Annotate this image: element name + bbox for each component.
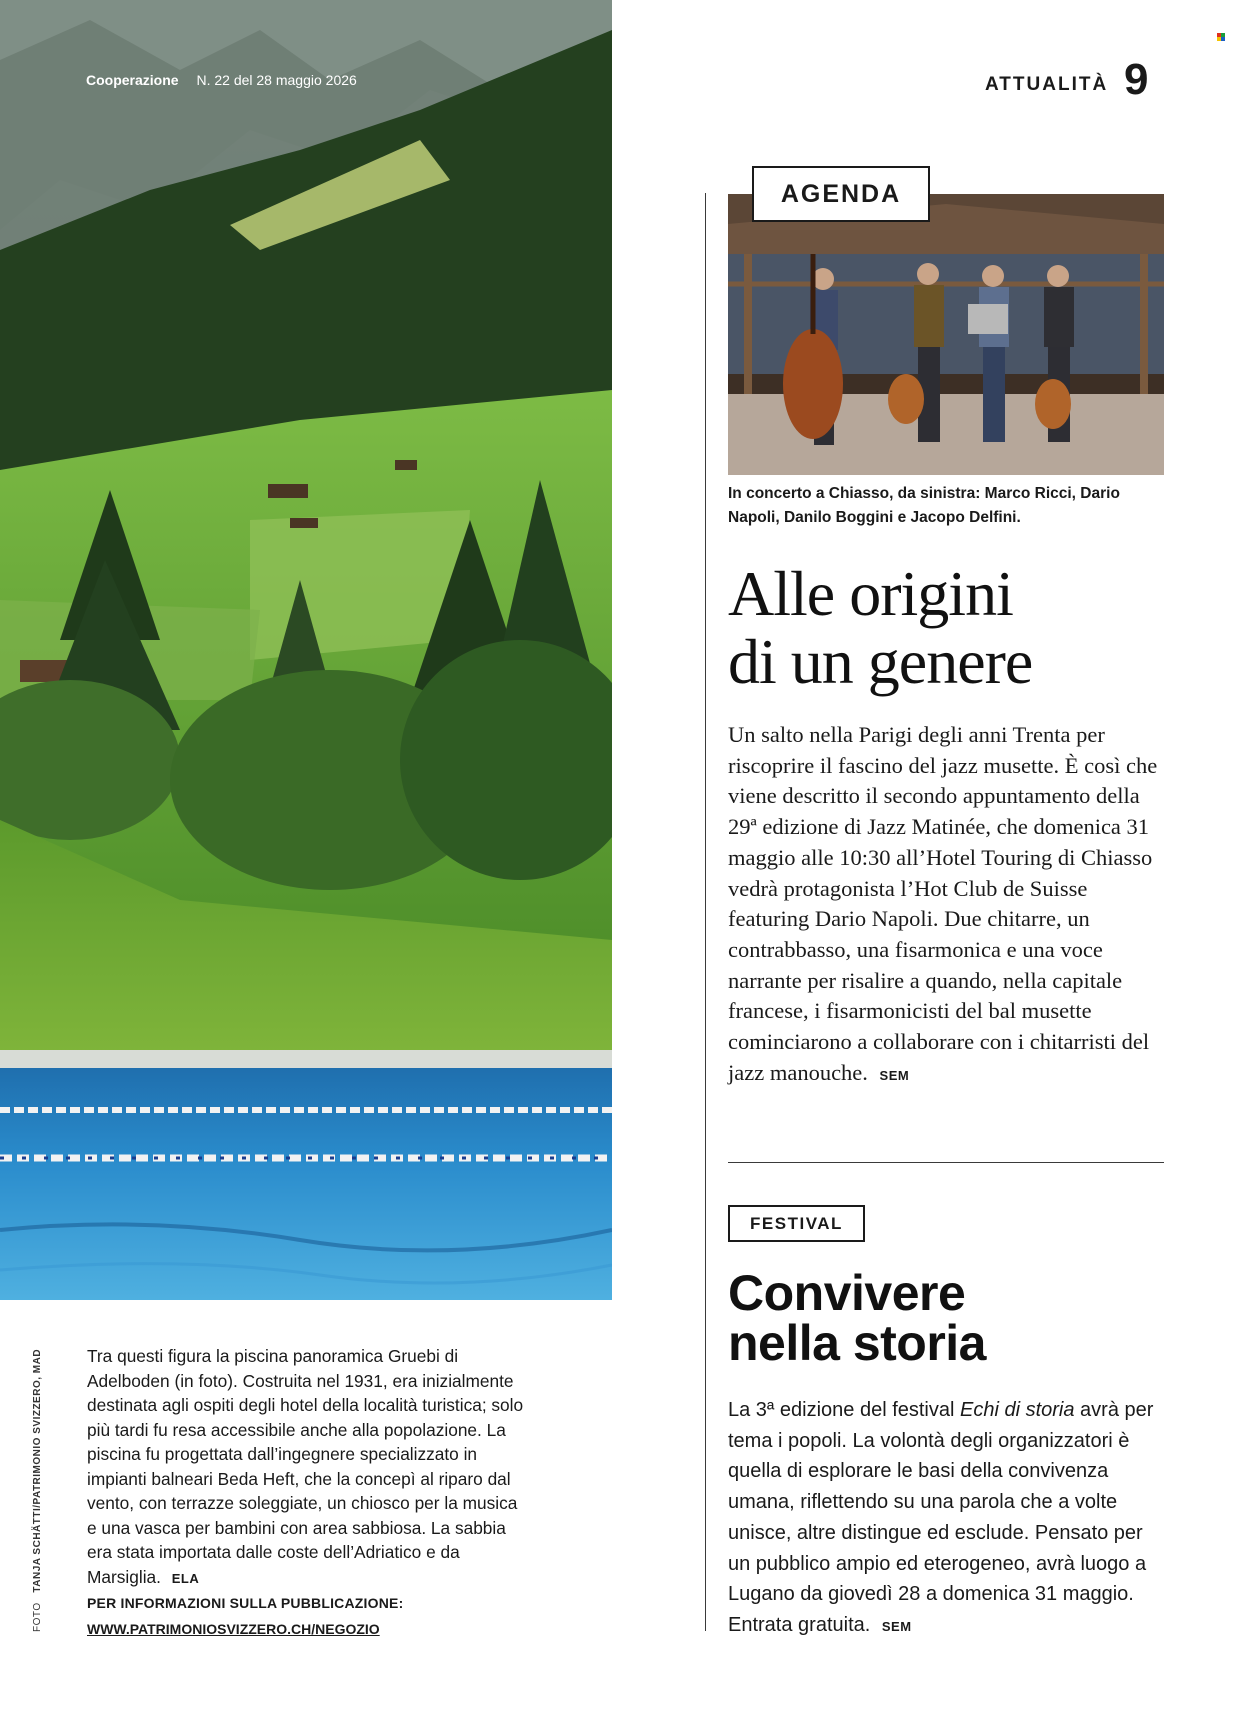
festival-tag: FESTIVAL bbox=[728, 1205, 865, 1242]
column-divider bbox=[705, 193, 706, 1631]
festival-title-line1: Convivere bbox=[728, 1265, 966, 1321]
agenda-title bbox=[728, 560, 1168, 696]
festival-body bbox=[728, 1395, 1168, 1643]
info-link[interactable]: WWW.PATRIMONIOSVIZZERO.CH/NEGOZIO bbox=[87, 1620, 380, 1637]
agenda-body bbox=[728, 720, 1168, 1091]
festival-body-before: La 3ª edizione del festival bbox=[728, 1399, 960, 1421]
info-label: PER INFORMAZIONI SULLA PUBBLICAZIONE: bbox=[87, 1595, 404, 1611]
pool-caption bbox=[87, 1344, 527, 1641]
pool-landscape-photo bbox=[0, 0, 612, 1300]
agenda-signature: SEM bbox=[879, 1067, 910, 1083]
concert-illustration bbox=[728, 194, 1164, 475]
agenda-tag: AGENDA bbox=[752, 166, 930, 222]
festival-title bbox=[728, 1265, 1168, 1371]
color-register-icon bbox=[1217, 33, 1225, 41]
agenda-title-line2: di un genere bbox=[728, 626, 1033, 697]
pool-caption-text: Tra questi figura la piscina panoramica Gruebi di Adelboden (in foto). Costruita nel 1931, era inizialmente destinata agli ospiti degli hotel della località turistica; solo più tardi fu resa accessibile anche alla popolazione. La piscina fu progettata dall’ingegnere specializzato in impianti balneari Beda Heft, che la concepì al riparo dal vento, con terrazze soleggiate, un chiosco per la musica e una vasca per bambini con area sabbiosa. La sabbia era stata importata dalle coste dell’Adriatico e da Marsiglia. bbox=[87, 1346, 524, 1587]
masthead-issue: N. 22 del 28 maggio 2026 bbox=[196, 72, 357, 88]
concert-photo-caption: In concerto a Chiasso, da sinistra: Marco Ricci, Dario Napoli, Danilo Boggini e Jacopo Delfini. bbox=[728, 485, 1120, 526]
section-label: ATTUALITÀ bbox=[985, 74, 1109, 95]
agenda-body-text: Un salto nella Parigi degli anni Trenta per riscoprire il fascino del jazz musette. È così che viene descritto il secondo appuntamento della 29ª edizione di Jazz Matinée, che domenica 31 maggio alle 10:30 all’Hotel Touring di Chiasso vedrà protagonista l’Hot Club de Suisse featuring Dario Napoli. Due chitarre, un contrabbasso, una fisarmonica e una voce narrante per risalire a quando, nella capitale francese, i fisarmonicisti del bal musette cominciarono a collaborare con i chitarristi del jazz manouche. bbox=[728, 722, 1158, 1085]
pool-caption-signature: ELA bbox=[171, 1570, 200, 1586]
festival-title-line2: nella storia bbox=[728, 1315, 986, 1371]
section-divider bbox=[728, 1162, 1164, 1163]
agenda-title-line1: Alle origini bbox=[728, 558, 1013, 629]
photo-credit bbox=[32, 1349, 43, 1632]
photo-credit-text: TANJA SCHÄTTI/PATRIMONIO SVIZZERO, MAD bbox=[32, 1348, 43, 1593]
page-number: 9 bbox=[1124, 55, 1149, 104]
masthead bbox=[86, 72, 357, 88]
masthead-brand: Cooperazione bbox=[86, 72, 179, 88]
pool-landscape-illustration bbox=[0, 0, 612, 1300]
festival-name: Echi di storia bbox=[960, 1399, 1075, 1421]
photo-credit-prefix: FOTO bbox=[32, 1602, 43, 1632]
concert-photo bbox=[728, 194, 1164, 475]
festival-signature: SEM bbox=[881, 1618, 912, 1634]
festival-body-after: avrà per tema i popoli. La volontà degli organizzatori è quella di esplorare le basi della convivenza umana, riflettendo su una parola che a volte unisce, altre distingue ed esclude. Pensato per un pubblico ampio ed eterogeneo, avrà luogo a Lugano da giovedì 28 a domenica 31 maggio. Entrata gratuita. bbox=[728, 1399, 1154, 1636]
